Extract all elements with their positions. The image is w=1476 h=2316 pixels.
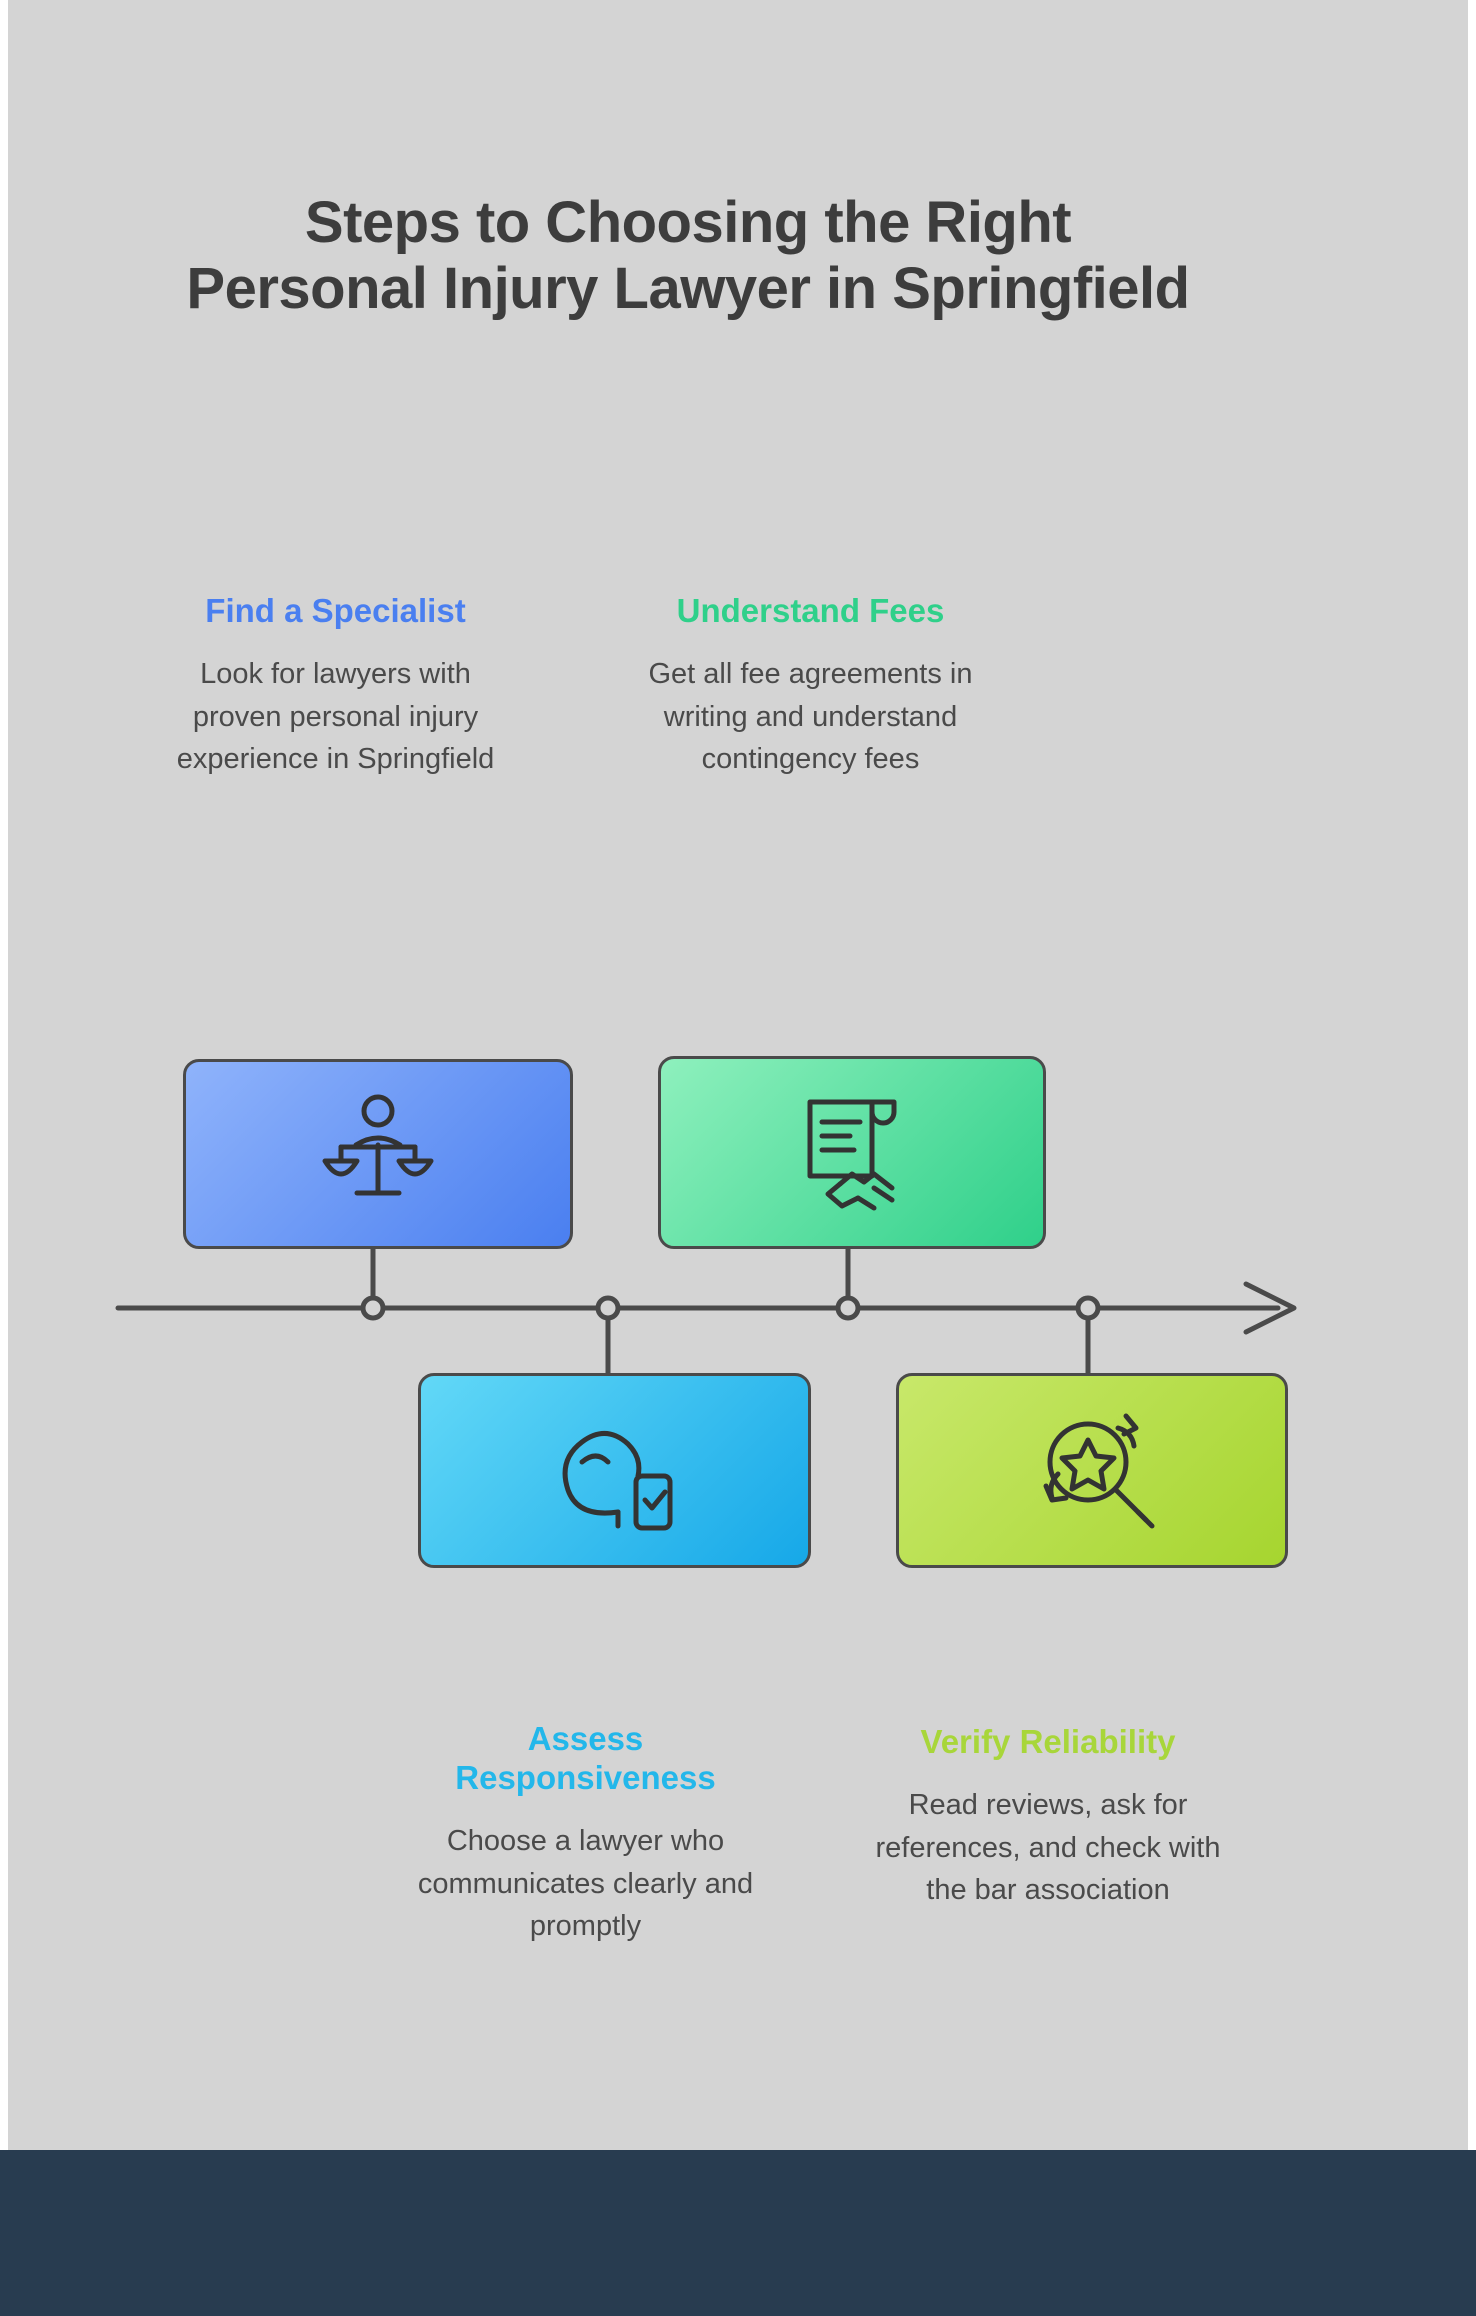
step-heading-find-specialist: Find a Specialist (205, 592, 466, 629)
step-text-understand-fees (638, 592, 983, 781)
step-heading-understand-fees: Understand Fees (676, 592, 945, 629)
infographic-canvas (8, 0, 1468, 2150)
step-card-understand-fees (658, 1056, 1046, 1249)
step-heading-assess-responsiveness: Assess Responsiveness (455, 1720, 716, 1796)
step-card-verify-reliability (896, 1373, 1288, 1568)
timeline-arrow (118, 1300, 1318, 1320)
timeline-node-1 (363, 1298, 383, 1318)
timeline-node-3 (838, 1298, 858, 1318)
step-heading-verify-reliability: Verify Reliability (920, 1723, 1176, 1760)
page-left-margin (0, 0, 8, 2316)
step-body-find-specialist: Look for lawyers with proven personal injury experience in Springfield (176, 657, 495, 776)
star-magnifier-icon (1022, 1406, 1162, 1536)
timeline-node-2 (598, 1298, 618, 1318)
step-card-assess-responsiveness (418, 1373, 811, 1568)
timeline-node-4 (1078, 1298, 1098, 1318)
contract-handshake-icon (782, 1088, 922, 1218)
step-body-assess-responsiveness: Choose a lawyer who communicates clearly and promptly (417, 1824, 754, 1943)
step-body-verify-reliability: Read reviews, ask for references, and check with the bar association (875, 1788, 1221, 1907)
step-text-find-specialist (158, 592, 513, 781)
head-phone-check-icon (540, 1406, 690, 1536)
scales-of-justice-icon (313, 1089, 443, 1219)
step-card-find-specialist (183, 1059, 573, 1249)
step-text-verify-reliability (863, 1723, 1233, 1912)
page-right-margin (1468, 0, 1476, 2316)
footer-band (0, 2150, 1476, 2316)
step-text-assess-responsiveness (408, 1720, 763, 1948)
step-body-understand-fees: Get all fee agreements in writing and understand contingency fees (648, 657, 973, 776)
page-title: Steps to Choosing the Right Personal Injury Lawyer in Springfield (186, 190, 1190, 321)
